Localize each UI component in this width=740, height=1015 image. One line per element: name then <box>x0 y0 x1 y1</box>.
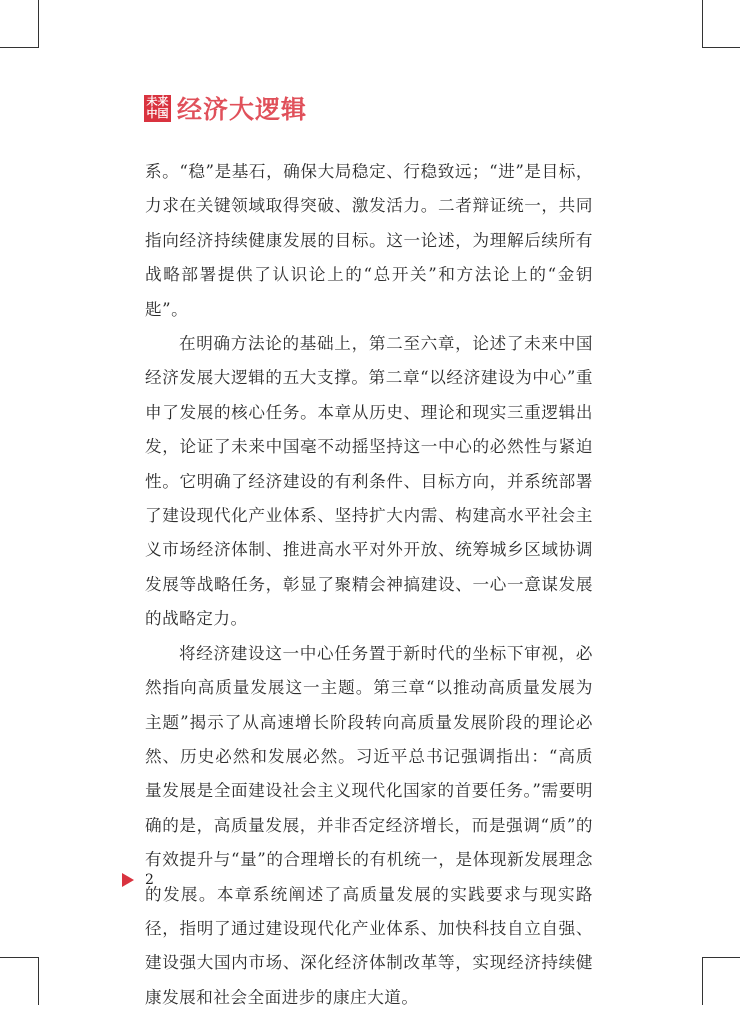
crop-mark <box>38 0 39 48</box>
page-footer <box>122 872 154 888</box>
logo-line-2: 中国 <box>146 107 169 120</box>
body-text <box>145 155 593 1015</box>
series-logo <box>144 95 171 122</box>
crop-mark <box>702 957 740 958</box>
crop-mark <box>702 47 740 48</box>
triangle-marker-icon <box>122 873 134 887</box>
page-number: 2 <box>145 872 154 888</box>
paragraph: 在明确方法论的基础上，第二至六章，论述了未来中国经济发展大逻辑的五大支撑。第二章“以经济建设为中心”重申了发展的核心任务。本章从历史、理论和现实三重逻辑出发，论证了未来中国毫不动摇坚持这一中心的必然性与紧迫性。它明确了经济建设的有利条件、目标方向，并系统部署了建设现代化产业体系、坚持扩大内需、构建高水平社会主义市场经济体制、推进高水平对外开放、统筹城乡区域协调发展等战略任务，彰显了聚精会神搞建设、一心一意谋发展的战略定力。 <box>145 334 593 629</box>
book-title: 经济大逻辑 <box>177 95 308 124</box>
crop-mark <box>702 0 703 48</box>
paragraph-continued: 系。“稳”是基石，确保大局稳定、行稳致远；“进”是目标，力求在关键领域取得突破、激发活力。二者辩证统一，共同指向经济持续健康发展的目标。这一论述，为理解后续所有战略部署提供了认识论上的“总开关”和方法论上的“金钥匙”。 <box>145 162 593 319</box>
crop-mark <box>0 957 38 958</box>
paragraph: 将经济建设这一中心任务置于新时代的坐标下审视，必然指向高质量发展这一主题。第三章“以推动高质量发展为主题”揭示了从高速增长阶段转向高质量发展阶段的理论必然、历史必然和发展必然。习近平总书记强调指出：“高质量发展是全面建设社会主义现代化国家的首要任务。”需要明确的是，高质量发展，并非否定经济增长，而是强调“质”的有效提升与“量”的合理增长的有机统一，是体现新发展理念的发展。本章系统阐述了高质量发展的实践要求与现实路径，指明了通过建设现代化产业体系、加快科技自立自强、建设强大国内市场、深化经济体制改革等，实现经济持续健康发展和社会全面进步的康庄大道。 <box>145 643 593 1007</box>
crop-mark <box>0 47 38 48</box>
running-header <box>144 92 307 124</box>
crop-mark <box>702 957 703 1005</box>
logo-line-1: 未来 <box>146 95 169 108</box>
crop-mark <box>38 957 39 1005</box>
